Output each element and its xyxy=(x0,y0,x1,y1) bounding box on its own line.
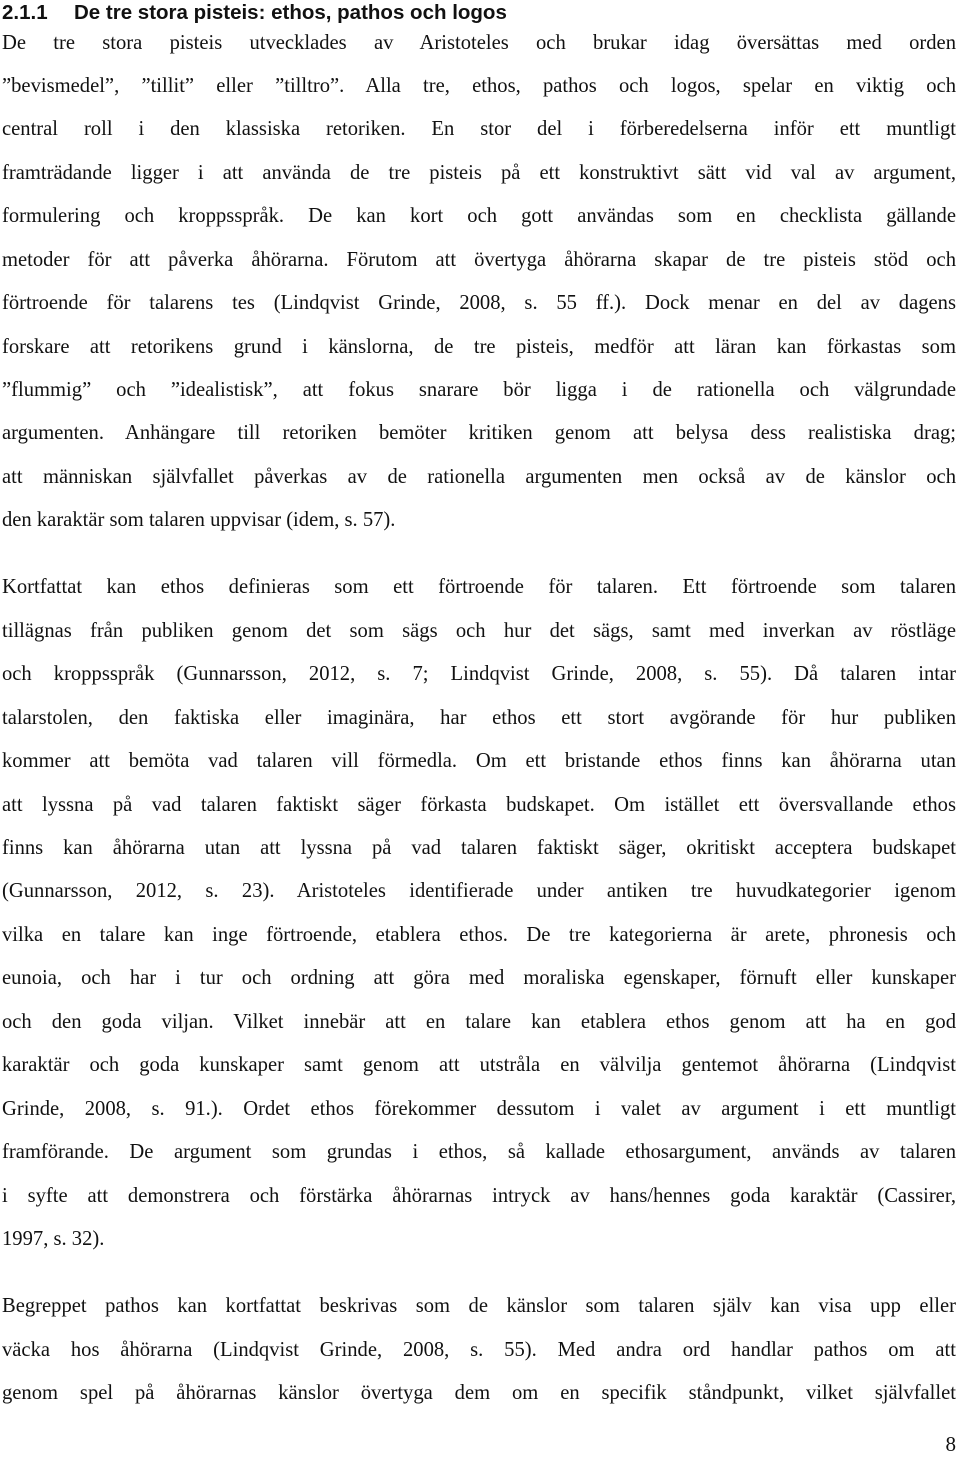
text-line: förtroende för talarens tes (Lindqvist Grinde, 2008, s. 55 ff.). Dock menar en del av dagens xyxy=(2,292,956,314)
text-line: 1997, s. 32). xyxy=(2,1228,105,1250)
text-line: ”bevismedel”, ”tillit” eller ”tilltro”. Alla tre, ethos, pathos och logos, spelar en viktig och xyxy=(2,75,956,97)
text-line: väcka hos åhörarna (Lindqvist Grinde, 2008, s. 55). Med andra ord handlar pathos om att xyxy=(2,1339,956,1361)
text-line: att människan självfallet påverkas av de rationella argumenten men också av de känslor och xyxy=(2,466,956,488)
text-line: talarstolen, den faktiska eller imaginära, har ethos ett stort avgörande för hur publiken xyxy=(2,707,956,729)
text-line: Kortfattat kan ethos definieras som ett förtroende för talaren. Ett förtroende som talaren xyxy=(2,576,956,598)
text-line: den karaktär som talaren uppvisar (idem, s. 57). xyxy=(2,509,396,531)
text-line: att lyssna på vad talaren faktiskt säger förkasta budskapet. Om istället ett översvallande ethos xyxy=(2,794,956,816)
text-line: formulering och kroppsspråk. De kan kort och gott användas som en checklista gällande xyxy=(2,205,956,227)
text-line: eunoia, och har i tur och ordning att göra med moraliska egenskaper, förnuft eller kunskaper xyxy=(2,967,956,989)
text-line: forskare att retorikens grund i känslorna, de tre pisteis, medför att läran kan förkastas som xyxy=(2,336,956,358)
text-line: i syfte att demonstrera och förstärka åhörarnas intryck av hans/hennes goda karaktär (Cassirer, xyxy=(2,1185,956,1207)
text-line: (Gunnarsson, 2012, s. 23). Aristoteles identifierade under antiken tre huvudkategorier igenom xyxy=(2,880,956,902)
text-line: karaktär och goda kunskaper samt genom att utstråla en välvilja gentemot åhörarna (Lindqvist xyxy=(2,1054,956,1076)
text-line: central roll i den klassiska retoriken. En stor del i förberedelserna inför ett muntligt xyxy=(2,118,956,140)
text-line: Begreppet pathos kan kortfattat beskrivas som de känslor som talaren själv kan visa upp eller xyxy=(2,1295,956,1317)
text-line: Grinde, 2008, s. 91.). Ordet ethos förekommer dessutom i valet av argument i ett muntligt xyxy=(2,1098,956,1120)
section-title: De tre stora pisteis: ethos, pathos och logos xyxy=(74,1,507,24)
page-number: 8 xyxy=(945,1432,956,1456)
section-heading xyxy=(2,0,942,26)
text-line: De tre stora pisteis utvecklades av Aristoteles och brukar idag översättas med orden xyxy=(2,32,956,54)
text-line: genom spel på åhörarnas känslor övertyga dem om en specifik ståndpunkt, vilket självfallet xyxy=(2,1382,956,1404)
text-line: finns kan åhörarna utan att lyssna på vad talaren faktiskt säger, okritiskt acceptera budskapet xyxy=(2,837,956,859)
text-line: kommer att bemöta vad talaren vill förmedla. Om ett bristande ethos finns kan åhörarna utan xyxy=(2,750,956,772)
text-line: vilka en talare kan inge förtroende, etablera ethos. De tre kategorierna är arete, phronesis och xyxy=(2,924,956,946)
text-line: argumenten. Anhängare till retoriken bemöter kritiken genom att belysa dess realistiska drag; xyxy=(2,422,956,444)
section-number: 2.1.1 xyxy=(2,1,48,24)
text-line: framträdande ligger i att använda de tre pisteis på ett konstruktivt sätt vid val av argument, xyxy=(2,162,956,184)
text-line: ”flummig” och ”idealistisk”, att fokus snarare bör ligga i de rationella och välgrundade xyxy=(2,379,956,401)
text-line: tillägnas från publiken genom det som sägs och hur det sägs, samt med inverkan av röstläge xyxy=(2,620,956,642)
text-line: och den goda viljan. Vilket innebär att en talare kan etablera ethos genom att ha en god xyxy=(2,1011,956,1033)
text-line: och kroppsspråk (Gunnarsson, 2012, s. 7; Lindqvist Grinde, 2008, s. 55). Då talaren intar xyxy=(2,663,956,685)
text-line: framförande. De argument som grundas i ethos, så kallade ethosargument, används av talaren xyxy=(2,1141,956,1163)
text-line: metoder för att påverka åhörarna. Förutom att övertyga åhörarna skapar de tre pisteis stöd och xyxy=(2,249,956,271)
